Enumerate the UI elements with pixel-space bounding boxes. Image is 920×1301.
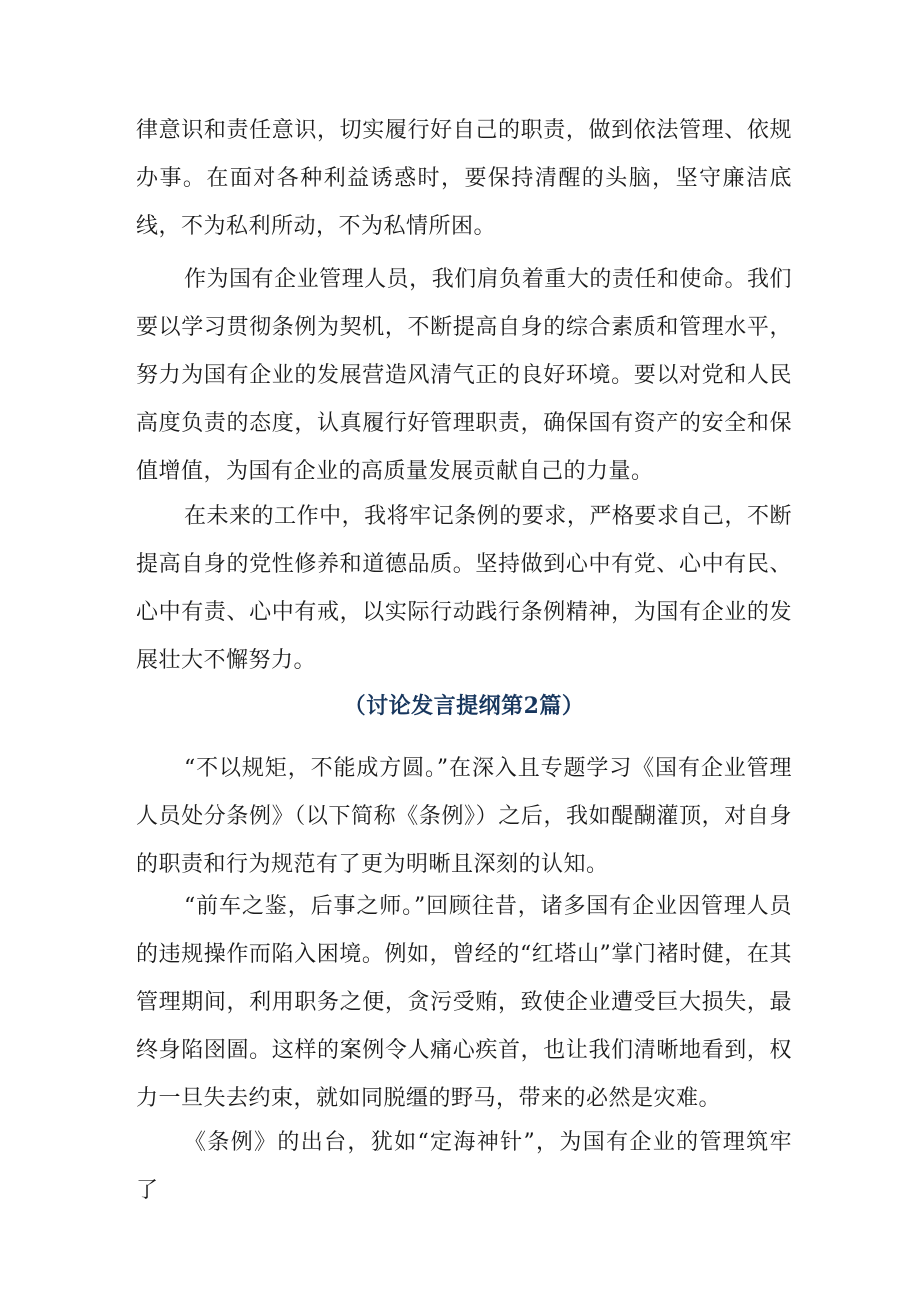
section-heading: （讨论发言提纲第2篇）	[343, 693, 585, 719]
paragraph-1: 律意识和责任意识，切实履行好自己的职责，做到依法管理、依规办事。在面对各种利益诱惑时，要保持清醒的头脑，坚守廉洁底线，不为私利所动，不为私情所困。	[136, 118, 792, 239]
paragraph-4: “不以规矩，不能成方圆。”在深入且专题学习《国有企业管理人员处分条例》（以下简称《条例》）之后，我如醍醐灌顶，对自身的职责和行为规范有了更为明晰且深刻的认知。	[136, 756, 792, 877]
paragraph-5: “前车之鉴，后事之师。”回顾往昔，诸多国有企业因管理人员的违规操作而陷入困境。例如，曾经的“红塔山”掌门褚时健，在其管理期间，利用职务之便，贪污受贿，致使企业遭受巨大损失，最终身陷囹圄。这样的案例令人痛心疾首，也让我们清晰地看到，权力一旦失去约束，就如同脱缰的野马，带来的必然是灾难。	[136, 894, 792, 1111]
paragraph-3: 在未来的工作中，我将牢记条例的要求，严格要求自己，不断提高自身的党性修养和道德品质。坚持做到心中有党、心中有民、心中有责、心中有戒，以实际行动践行条例精神，为国有企业的发展壮大不懈努力。	[136, 504, 792, 673]
paragraph-2: 作为国有企业管理人员，我们肩负着重大的责任和使命。我们要以学习贯彻条例为契机，不断提高自身的综合素质和管理水平，努力为国有企业的发展营造风清气正的良好环境。要以对党和人民高度负责的态度，认真履行好管理职责，确保国有资产的安全和保值增值，为国有企业的高质量发展贡献自己的力量。	[136, 267, 792, 484]
paragraph-6: 《条例》的出台，犹如“定海神针”，为国有企业的管理筑牢了	[136, 1130, 792, 1203]
